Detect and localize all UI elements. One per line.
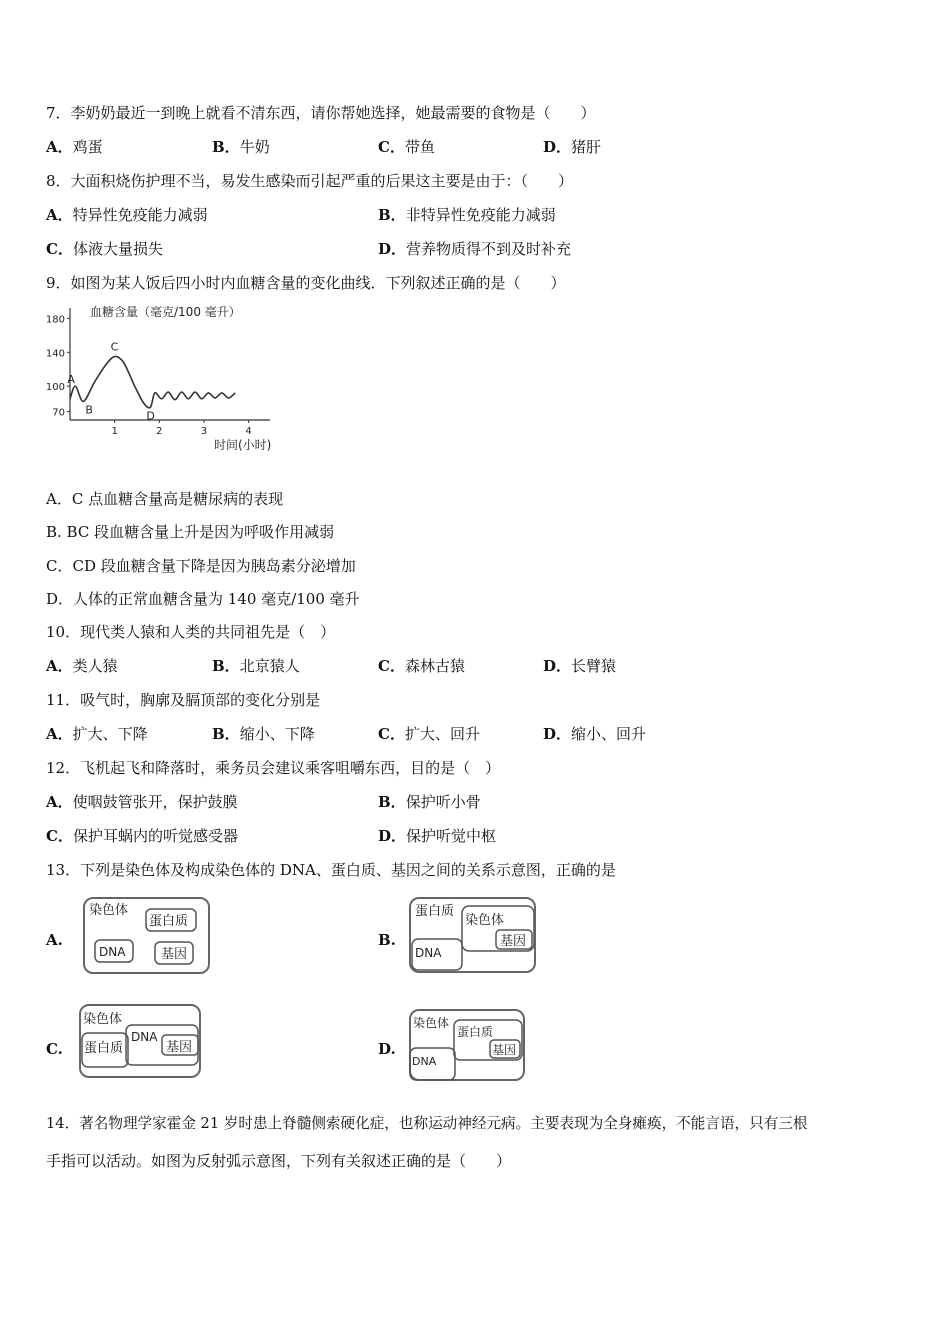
- question-14-stem-line-1: 14．著名物理学家霍金 21 岁时患上脊髓侧索硬化症，也称运动神经元病。主要表现为全身瘫痪，不能言语，只有三根: [46, 1115, 808, 1132]
- q13-diagram-c[interactable]: [78, 1003, 204, 1079]
- q13-option-a-letter[interactable]: A.: [46, 931, 63, 949]
- point-label-d: D: [146, 409, 155, 423]
- q7-option-d[interactable]: D．猪肝: [543, 138, 602, 156]
- q10-option-a[interactable]: A．类人猿: [46, 657, 118, 675]
- q7-option-c[interactable]: C．带鱼: [378, 138, 435, 156]
- q10-option-b[interactable]: B．北京猿人: [212, 657, 300, 675]
- q9-option-c[interactable]: C．CD 段血糖含量下降是因为胰岛素分泌增加: [46, 557, 356, 575]
- q12-option-a[interactable]: A．使咽鼓管张开，保护鼓膜: [46, 793, 238, 811]
- chromosome-label: 染色体: [465, 913, 505, 928]
- q8-option-b[interactable]: B．非特异性免疫能力减弱: [378, 206, 556, 224]
- q9-option-a[interactable]: A．C 点血糖含量高是糖尿病的表现: [46, 490, 284, 508]
- x-tick-label: 3: [200, 426, 208, 437]
- protein-label: 蛋白质: [149, 914, 189, 929]
- question-12-stem: 12．飞机起飞和降落时，乘务员会建议乘客咀嚼东西，目的是（ ）: [46, 759, 501, 777]
- glucose-series-line: [70, 356, 235, 407]
- q7-option-b[interactable]: B．牛奶: [212, 138, 270, 156]
- dna-label: DNA: [415, 946, 442, 960]
- q12-option-b[interactable]: B．保护听小骨: [378, 793, 481, 811]
- q11-option-b[interactable]: B．缩小、下降: [212, 725, 315, 743]
- gene-label: 基因: [161, 947, 188, 962]
- gene-label: 基因: [166, 1040, 193, 1055]
- q10-option-c[interactable]: C．森林古猿: [378, 657, 465, 675]
- question-7-stem: 7．李奶奶最近一到晚上就看不清东西，请你帮她选择，她最需要的食物是（ ）: [46, 104, 596, 122]
- question-9-stem: 9．如图为某人饭后四小时内血糖含量的变化曲线．下列叙述正确的是（ ）: [46, 274, 566, 292]
- question-11-stem: 11．吸气时，胸廓及膈顶部的变化分别是: [46, 691, 321, 709]
- q13-diagram-b[interactable]: [408, 896, 540, 976]
- q8-option-a[interactable]: A．特异性免疫能力减弱: [46, 206, 208, 224]
- q10-option-d[interactable]: D．长臂猿: [543, 657, 617, 675]
- q13-option-c-letter[interactable]: C.: [46, 1040, 63, 1058]
- q7-option-a[interactable]: A．鸡蛋: [46, 138, 103, 156]
- protein-label: 蛋白质: [415, 904, 455, 919]
- x-tick-label: 1: [111, 426, 118, 437]
- gene-label: 基因: [500, 934, 527, 949]
- q12-option-c[interactable]: C．保护耳蜗内的听觉感受器: [46, 827, 238, 845]
- chart-x-axis-label: 时间(小时): [214, 438, 272, 452]
- chromosome-label: 染色体: [83, 1012, 123, 1027]
- point-label-a: A: [67, 373, 75, 387]
- question-14-stem-line-2: 手指可以活动。如图为反射弧示意图，下列有关叙述正确的是（ ）: [46, 1152, 512, 1170]
- q11-option-c[interactable]: C．扩大、回升: [378, 725, 480, 743]
- gene-label: 基因: [492, 1043, 517, 1057]
- y-tick-label: 100: [45, 382, 65, 394]
- question-10-stem: 10．现代类人猿和人类的共同祖先是（ ）: [46, 623, 336, 641]
- protein-label: 蛋白质: [457, 1025, 494, 1039]
- y-tick-label: 70: [52, 407, 65, 419]
- q12-option-d[interactable]: D．保护听觉中枢: [378, 827, 497, 845]
- protein-label: 蛋白质: [84, 1041, 124, 1056]
- q13-diagram-d[interactable]: [408, 1008, 528, 1082]
- q8-option-d[interactable]: D．营养物质得不到及时补充: [378, 240, 572, 258]
- dna-label: DNA: [99, 945, 126, 959]
- question-8-stem: 8．大面积烧伤护理不当，易发生感染而引起严重的后果这主要是由于：（ ）: [46, 172, 574, 190]
- q9-option-d[interactable]: D．人体的正常血糖含量为 140 毫克/100 毫升: [46, 590, 360, 608]
- chromosome-label: 染色体: [89, 903, 129, 918]
- y-tick-label: 140: [45, 348, 65, 360]
- x-tick-label: 2: [156, 426, 163, 437]
- x-tick-label: 4: [245, 426, 252, 437]
- chart-y-axis-label: 血糖含量（毫克/100 毫升）: [90, 305, 241, 319]
- q13-option-b-letter[interactable]: B.: [378, 931, 396, 949]
- q13-option-d-letter[interactable]: D.: [378, 1040, 396, 1058]
- question-13-stem: 13．下列是染色体及构成染色体的 DNA、蛋白质、基因之间的关系示意图，正确的是: [46, 861, 616, 879]
- q13-diagram-a[interactable]: [82, 896, 212, 976]
- q11-option-a[interactable]: A．扩大、下降: [46, 725, 148, 743]
- dna-label: DNA: [131, 1030, 158, 1044]
- q11-option-d[interactable]: D．缩小、回升: [543, 725, 647, 743]
- blood-glucose-chart: [44, 298, 304, 463]
- y-tick-label: 180: [45, 314, 65, 326]
- dna-label: DNA: [412, 1055, 437, 1068]
- q8-option-c[interactable]: C．体液大量损失: [46, 240, 163, 258]
- q9-option-b[interactable]: B. BC 段血糖含量上升是因为呼吸作用减弱: [46, 523, 335, 541]
- point-label-c: C: [110, 340, 119, 354]
- chromosome-label: 染色体: [413, 1016, 450, 1030]
- point-label-b: B: [85, 403, 93, 417]
